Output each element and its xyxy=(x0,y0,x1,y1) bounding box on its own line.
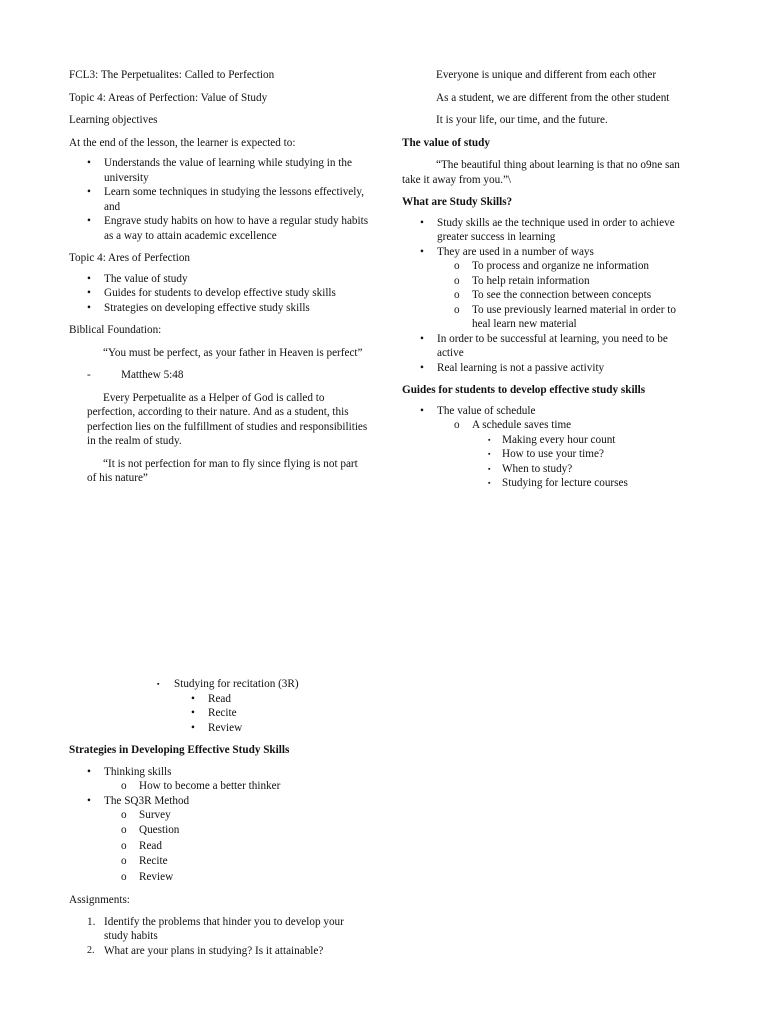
square-marker: ▪ xyxy=(157,680,160,688)
list-item: o A schedule saves time xyxy=(454,419,572,431)
square-marker: ▪ xyxy=(488,450,491,458)
list-item: 2. What are your plans in studying? Is it attainable? xyxy=(87,944,324,957)
circle-marker: o xyxy=(121,870,127,883)
schedule-items xyxy=(454,433,692,491)
bottom-section xyxy=(69,677,369,958)
bullet-marker: • xyxy=(420,404,424,417)
bullet-marker: • xyxy=(191,692,195,705)
list-item: ▪ Studying for lecture courses xyxy=(488,477,628,489)
thinking-sublist xyxy=(69,779,369,794)
bullet-marker: • xyxy=(191,707,195,719)
list-item: • The value of study xyxy=(87,272,188,285)
r-items xyxy=(157,692,369,736)
list-item: • They are used in a number of ways xyxy=(420,245,594,258)
learning-quote: “The beautiful thing about learning is that no o9ne san take it away from you.”\ xyxy=(402,159,680,186)
list-item: ▪ How to use your time? xyxy=(488,448,604,460)
bullet-marker: • xyxy=(87,794,91,807)
list-item: o To process and organize ne information xyxy=(454,260,650,272)
circle-marker: o xyxy=(121,855,127,868)
list-item: o How to become a better thinker xyxy=(121,780,281,792)
guides-list xyxy=(402,404,692,491)
list-item: o To use previously learned material in order to heal learn new material xyxy=(454,303,676,330)
value-of-study-heading: The value of study xyxy=(402,136,490,149)
bullet-marker: • xyxy=(87,765,91,778)
square-marker: ▪ xyxy=(488,464,491,473)
student-line: As a student, we are different from the other student xyxy=(436,91,670,104)
uniqueness-line: Everyone is unique and different from each other xyxy=(436,69,657,81)
bullet-marker: • xyxy=(420,361,424,374)
circle-marker: o xyxy=(121,809,127,821)
assignments-heading: Assignments: xyxy=(69,894,130,907)
list-item: • Guides for students to develop effective study skills xyxy=(87,287,336,299)
list-item: o Survey xyxy=(121,808,369,823)
bullet-marker: • xyxy=(87,287,91,299)
bullet-marker: • xyxy=(87,157,91,169)
schedule-sublist xyxy=(402,418,692,491)
topic-title: Topic 4: Areas of Perfection: Value of Study xyxy=(69,91,268,104)
list-item: 1. Identify the problems that hinder you to develop your study habits xyxy=(87,915,344,943)
bullet-marker: • xyxy=(191,721,195,734)
list-item: • The value of schedule xyxy=(420,404,536,417)
list-item: • Engrave study habits on how to have a regular study habits as a way to attain academic excellence xyxy=(87,215,369,242)
circle-marker: o xyxy=(121,780,127,792)
circle-marker: o xyxy=(454,303,460,316)
objectives-intro: At the end of the lesson, the learner is expected to: xyxy=(69,136,296,149)
circle-marker: o xyxy=(454,419,460,431)
bible-quote: “You must be perfect, as your father in Heaven is perfect” xyxy=(103,346,363,359)
circle-marker: o xyxy=(121,839,127,852)
right-column xyxy=(402,68,692,491)
strategies-list xyxy=(69,765,369,886)
circle-marker: o xyxy=(121,824,127,837)
document-title: FCL3: The Perpetualites: Called to Perfection xyxy=(69,69,275,81)
list-item: • Understands the value of learning while studying in the university xyxy=(87,157,352,184)
study-skills-heading: What are Study Skills? xyxy=(402,196,513,208)
guides-heading: Guides for students to develop effective study skills xyxy=(402,384,646,396)
list-item: o Review xyxy=(121,870,369,885)
circle-marker: o xyxy=(454,260,460,272)
bullet-marker: • xyxy=(420,332,424,345)
list-item: o To help retain information xyxy=(454,274,590,287)
sq3r-sublist xyxy=(69,808,369,885)
list-item: o Question xyxy=(121,823,369,838)
list-item: • Read xyxy=(191,692,231,705)
topic-heading: Topic 4: Ares of Perfection xyxy=(69,252,191,264)
list-item: o To see the connection between concepts xyxy=(454,289,652,301)
future-line: It is your life, our time, and the future. xyxy=(436,114,608,126)
bullet-marker: • xyxy=(87,186,91,198)
dash-marker: - xyxy=(87,369,91,381)
ways-sublist xyxy=(402,259,692,332)
number-marker: 1. xyxy=(87,915,96,928)
bullet-marker: • xyxy=(87,301,91,314)
perfection-paragraph: Every Perpetualite as a Helper of God is called to perfection, according to their nature. And as a student, this perfection lies on the fulfillment of studies and responsibilities in the realm of study. xyxy=(87,391,368,447)
bullet-marker: • xyxy=(87,215,91,227)
left-column xyxy=(69,68,369,494)
learning-objectives-heading: Learning objectives xyxy=(69,114,158,126)
bullet-marker: • xyxy=(420,216,424,229)
list-item: • Review xyxy=(191,721,243,734)
objectives-list xyxy=(69,156,369,243)
study-skills-list xyxy=(402,216,692,376)
square-marker: ▪ xyxy=(488,479,491,487)
biblical-foundation-heading: Biblical Foundation: xyxy=(69,324,162,336)
list-item: • Learn some techniques in studying the lessons effectively, and xyxy=(87,186,365,213)
list-item: • Strategies on developing effective study skills xyxy=(87,301,310,314)
list-item: o Read xyxy=(121,839,369,854)
list-item: ▪ Studying for recitation (3R) xyxy=(157,678,299,690)
list-item: • Study skills ae the technique used in order to achieve greater success in learning xyxy=(420,216,675,243)
square-marker: ▪ xyxy=(488,435,491,444)
list-item: ▪ When to study? xyxy=(488,462,573,475)
bullet-marker: • xyxy=(87,272,91,285)
list-item: ▪ Making every hour count xyxy=(488,433,616,446)
recitation-list xyxy=(69,677,369,735)
strategies-heading: Strategies in Developing Effective Study Skills xyxy=(69,744,290,756)
circle-marker: o xyxy=(454,289,460,301)
topics-list xyxy=(69,272,369,316)
list-item: o Recite xyxy=(121,854,369,869)
list-item: • Thinking skills xyxy=(87,765,172,778)
bible-reference: - Matthew 5:48 xyxy=(87,369,184,381)
flying-quote: “It is not perfection for man to fly since flying is not part of his nature” xyxy=(87,457,358,484)
list-item: • In order to be successful at learning, you need to be active xyxy=(420,332,668,359)
bullet-marker: • xyxy=(420,245,424,258)
circle-marker: o xyxy=(454,274,460,287)
number-marker: 2. xyxy=(87,944,95,956)
list-item: • The SQ3R Method xyxy=(87,794,190,807)
assignments-list xyxy=(69,915,369,959)
list-item: • Real learning is not a passive activity xyxy=(420,361,605,374)
list-item: • Recite xyxy=(191,707,237,719)
